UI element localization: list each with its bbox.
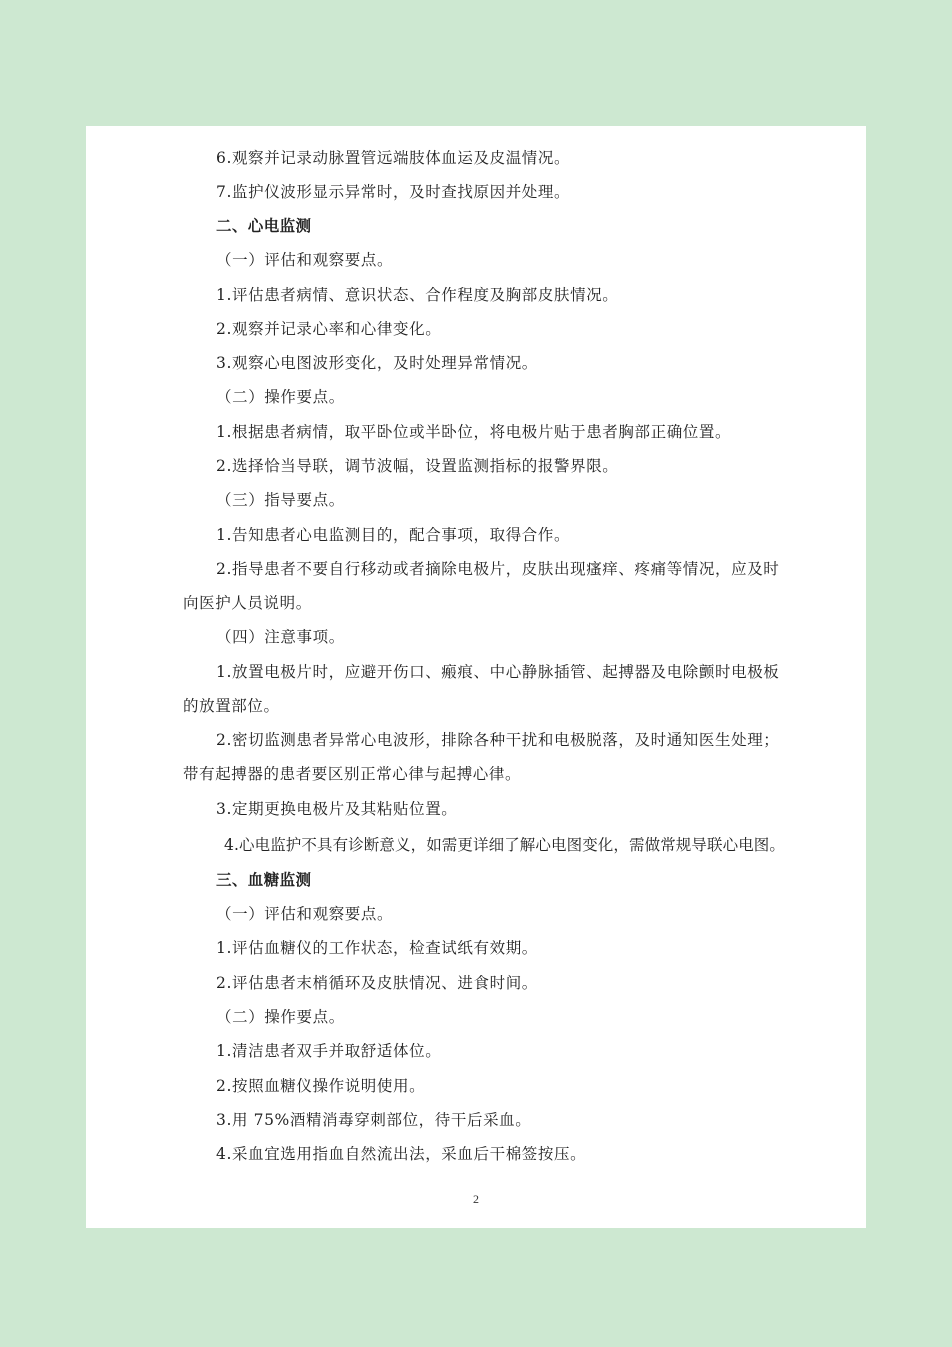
text-line: 3.定期更换电极片及其粘贴位置。 bbox=[216, 800, 458, 818]
page-number: 2 bbox=[473, 1192, 479, 1206]
text-line: 1.评估患者病情、意识状态、合作程度及胸部皮肤情况。 bbox=[216, 286, 619, 304]
text-line: 2.观察并记录心率和心律变化。 bbox=[216, 320, 442, 338]
text-line: 2.指导患者不要自行移动或者摘除电极片，皮肤出现瘙痒、疼痛等情况，应及时 bbox=[216, 560, 780, 578]
subsection-heading: （二）操作要点。 bbox=[216, 1008, 345, 1026]
section-heading: 二、心电监测 bbox=[216, 217, 312, 235]
text-line-continuation: 带有起搏器的患者要区别正常心律与起搏心律。 bbox=[183, 765, 522, 783]
section-heading: 三、血糖监测 bbox=[216, 871, 312, 889]
text-line: 3.观察心电图波形变化，及时处理异常情况。 bbox=[216, 354, 538, 372]
text-line: 2.选择恰当导联，调节波幅，设置监测指标的报警界限。 bbox=[216, 457, 619, 475]
text-line: 1.清洁患者双手并取舒适体位。 bbox=[216, 1042, 442, 1060]
text-line-continuation: 向医护人员说明。 bbox=[183, 594, 312, 612]
text-line: 1.根据患者病情，取平卧位或半卧位，将电极片贴于患者胸部正确位置。 bbox=[216, 423, 732, 441]
subsection-heading: （三）指导要点。 bbox=[216, 491, 345, 509]
text-line: 2.密切监测患者异常心电波形，排除各种干扰和电极脱落，及时通知医生处理； bbox=[216, 731, 780, 749]
subsection-heading: （四）注意事项。 bbox=[216, 628, 345, 646]
text-line: 1.告知患者心电监测目的，配合事项，取得合作。 bbox=[216, 526, 571, 544]
text-line: 2.评估患者末梢循环及皮肤情况、进食时间。 bbox=[216, 974, 538, 992]
text-line: 2.按照血糖仪操作说明使用。 bbox=[216, 1077, 426, 1095]
text-line: 3.用 75%酒精消毒穿刺部位，待干后采血。 bbox=[216, 1111, 532, 1129]
text-line: 4.心电监护不具有诊断意义，如需更详细了解心电图变化，需做常规导联心电图。 bbox=[224, 836, 785, 854]
text-line: 4.采血宜选用指血自然流出法，采血后干棉签按压。 bbox=[216, 1145, 587, 1163]
subsection-heading: （一）评估和观察要点。 bbox=[216, 251, 394, 269]
document-page bbox=[86, 126, 866, 1228]
subsection-heading: （一）评估和观察要点。 bbox=[216, 905, 394, 923]
text-line-continuation: 的放置部位。 bbox=[183, 697, 280, 715]
text-line: 6.观察并记录动脉置管远端肢体血运及皮温情况。 bbox=[216, 149, 571, 167]
text-line: 1.放置电极片时，应避开伤口、瘢痕、中心静脉插管、起搏器及电除颤时电极板 bbox=[216, 663, 780, 681]
text-line: 7.监护仪波形显示异常时，及时查找原因并处理。 bbox=[216, 183, 571, 201]
subsection-heading: （二）操作要点。 bbox=[216, 388, 345, 406]
text-line: 1.评估血糖仪的工作状态，检查试纸有效期。 bbox=[216, 939, 538, 957]
